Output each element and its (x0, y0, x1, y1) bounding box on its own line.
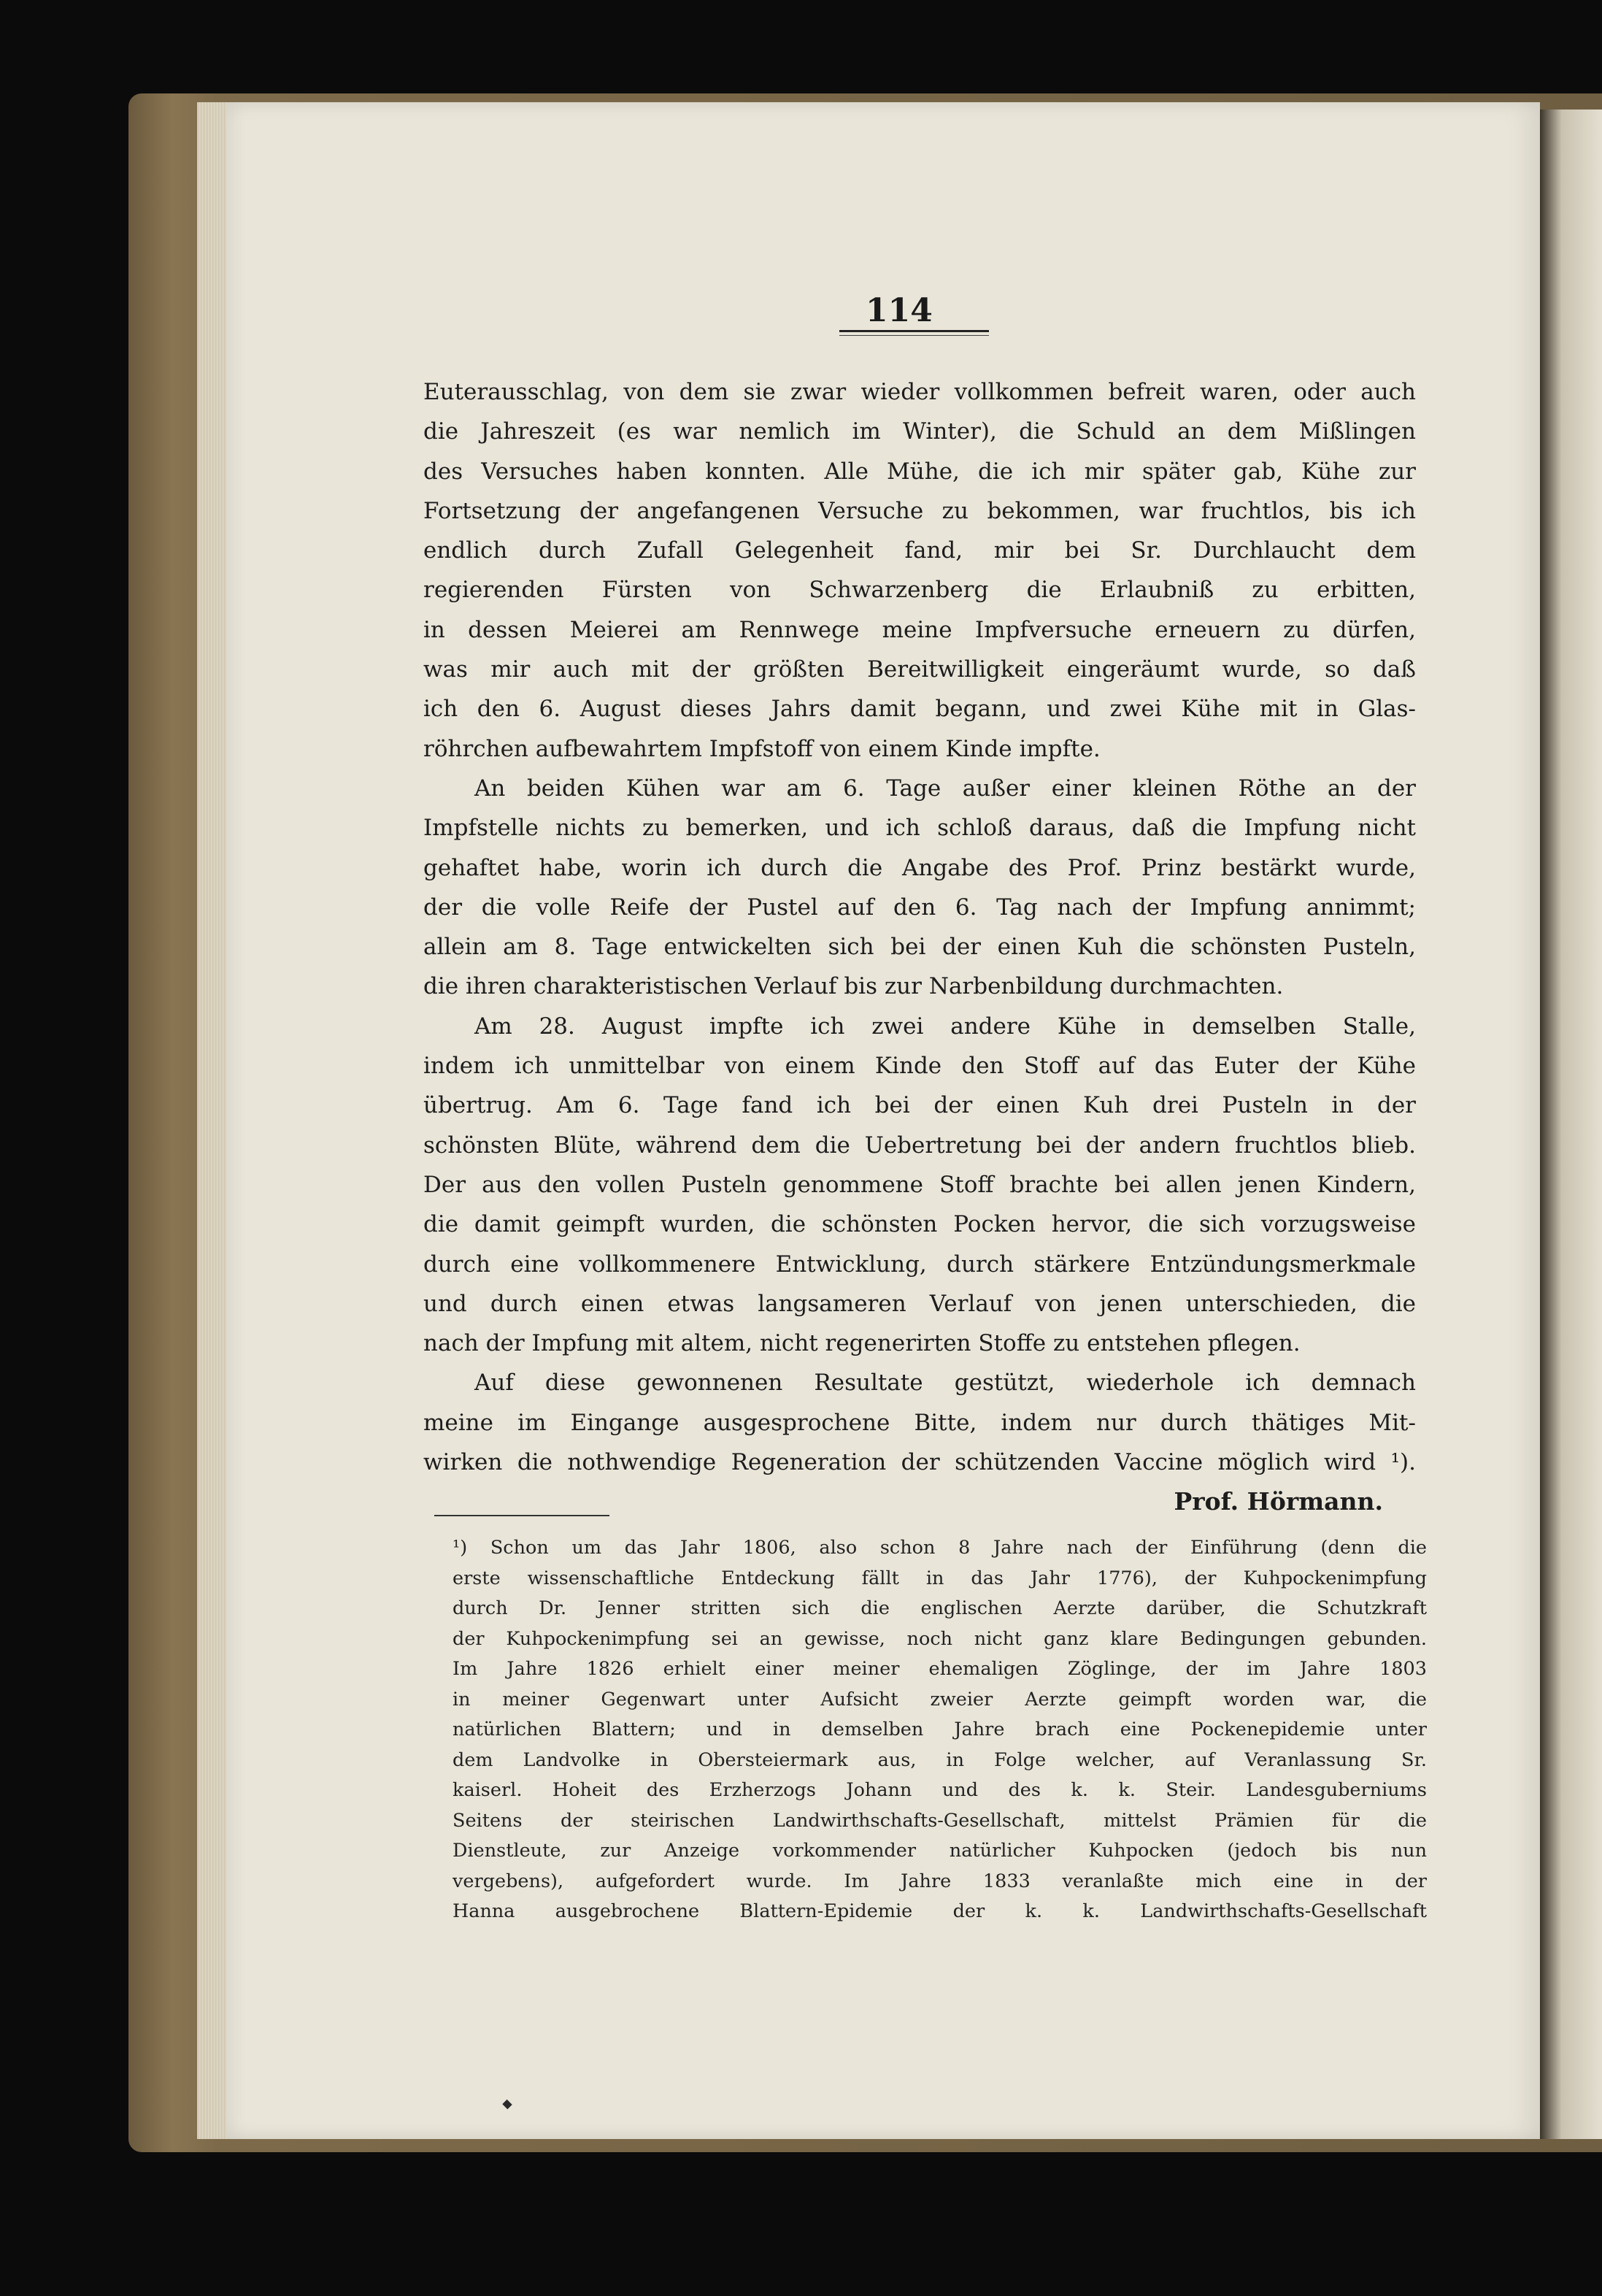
footnote-line: kaiserl. Hoheit des Erzherzogs Johann und des k. k. Steir. Landesguberniums (453, 1779, 1427, 1801)
text-line: gehaftet habe, worin ich durch die Angabe des Prof. Prinz bestärkt wurde, (423, 854, 1416, 881)
footnote-line: durch Dr. Jenner stritten sich die englischen Aerzte darüber, die Schutzkraft (453, 1597, 1427, 1619)
text-line: Der aus den vollen Pusteln genommene Stoff brachte bei allen jenen Kindern, (423, 1171, 1416, 1198)
footnote-line: ¹) Schon um das Jahr 1806, also schon 8 Jahre nach der Einführung (denn die (453, 1537, 1427, 1559)
footnote-line: der Kuhpockenimpfung sei an gewisse, noch nicht ganz klare Bedingungen gebunden. (453, 1627, 1427, 1650)
text-line: durch eine vollkommenere Entwicklung, durch stärkere Entzündungsmerkmale (423, 1251, 1416, 1278)
text-line: die damit geimpft wurden, die schönsten Pocken hervor, die sich vorzugsweise (423, 1211, 1416, 1238)
text-line: übertrug. Am 6. Tage fand ich bei der einen Kuh drei Pusteln in der (423, 1092, 1416, 1119)
text-line: Euterausschlag, von dem sie zwar wieder vollkommen befreit waren, oder auch (423, 379, 1416, 405)
page-number: 114 (866, 292, 933, 329)
author-signature: Prof. Hörmann. (1174, 1487, 1383, 1516)
footnote-line: in meiner Gegenwart unter Aufsicht zweier Aerzte geimpft worden war, die (453, 1688, 1427, 1711)
text-line: regierenden Fürsten von Schwarzenberg die Erlaubniß zu erbitten, (423, 577, 1416, 604)
text-line: An beiden Kühen war am 6. Tage außer einer kleinen Röthe an der (474, 775, 1416, 802)
page-number-rule (839, 330, 989, 332)
footnote-line: dem Landvolke in Obersteiermark aus, in Folge welcher, auf Veranlassung Sr. (453, 1748, 1427, 1771)
text-line: röhrchen aufbewahrtem Impfstoff von einem Kinde impfte. (423, 735, 1101, 762)
footnote-line: vergebens), aufgefordert wurde. Im Jahre 1833 veranlaßte mich eine in der (453, 1870, 1427, 1892)
text-line: des Versuches haben konnten. Alle Mühe, die ich mir später gab, Kühe zur (423, 458, 1416, 485)
main-text (423, 372, 1416, 1522)
text-line: Fortsetzung der angefangenen Versuche zu bekommen, war fruchtlos, bis ich (423, 497, 1416, 524)
text-line: der die volle Reife der Pustel auf den 6. Tag nach der Impfung annimmt; (423, 894, 1416, 921)
text-line: Am 28. August impfte ich zwei andere Kühe in demselben Stalle, (474, 1013, 1416, 1040)
text-line: und durch einen etwas langsameren Verlauf von jenen unterschieden, die (423, 1290, 1416, 1317)
text-line: schönsten Blüte, während dem die Uebertretung bei der andern fruchtlos blieb. (423, 1132, 1416, 1159)
text-line: Impfstelle nichts zu bemerken, und ich schloß daraus, daß die Impfung nicht (423, 815, 1416, 842)
footnote-line: natürlichen Blattern; und in demselben Jahre brach eine Pockenepidemie unter (453, 1719, 1427, 1740)
text-line: was mir auch mit der größten Bereitwilligkeit eingeräumt wurde, so daß (423, 656, 1416, 683)
text-line: meine im Eingange ausgesprochene Bitte, indem nur durch thätiges Mit- (423, 1409, 1416, 1436)
page-number-rule-thin (839, 335, 989, 336)
text-line: indem ich unmittelbar von einem Kinde den Stoff auf das Euter der Kühe (423, 1053, 1416, 1080)
text-line: allein am 8. Tage entwickelten sich bei der einen Kuh die schönsten Pusteln, (423, 934, 1416, 961)
footnote (453, 1533, 1427, 1927)
footnote-line: Seitens der steirischen Landwirthschafts-Gesellschaft, mittelst Prämien für die (453, 1809, 1427, 1832)
footnote-line: Dienstleute, zur Anzeige vorkommender natürlicher Kuhpocken (jedoch bis nun (453, 1840, 1427, 1862)
text-line: nach der Impfung mit altem, nicht regenerirten Stoffe zu entstehen pflegen. (423, 1330, 1301, 1357)
text-line: die Jahreszeit (es war nemlich im Winter), die Schuld an dem Mißlingen (423, 418, 1416, 445)
footnote-line: Im Jahre 1826 erhielt einer meiner ehemaligen Zöglinge, der im Jahre 1803 (453, 1658, 1427, 1680)
text-line: Auf diese gewonnenen Resultate gestützt, wiederhole ich demnach (474, 1370, 1416, 1397)
footnote-line: erste wissenschaftliche Entdeckung fällt in das Jahr 1776), der Kuhpockenimpfung (453, 1567, 1427, 1589)
facing-page (1540, 110, 1602, 2139)
text-line: ich den 6. August dieses Jahrs damit begann, und zwei Kühe mit in Glas- (423, 696, 1416, 723)
text-line: in dessen Meierei am Rennwege meine Impfversuche erneuern zu dürfen, (423, 616, 1416, 643)
text-line: wirken die nothwendige Regeneration der schützenden Vaccine möglich wird ¹). (423, 1449, 1416, 1476)
text-line: die ihren charakteristischen Verlauf bis zur Narbenbildung durchmachten. (423, 973, 1284, 1000)
footnote-line: Hanna ausgebrochene Blattern-Epidemie der k. k. Landwirthschafts-Gesellschaft (453, 1900, 1427, 1922)
footnote-divider (434, 1515, 609, 1516)
text-line: endlich durch Zufall Gelegenheit fand, mir bei Sr. Durchlaucht dem (423, 537, 1416, 564)
